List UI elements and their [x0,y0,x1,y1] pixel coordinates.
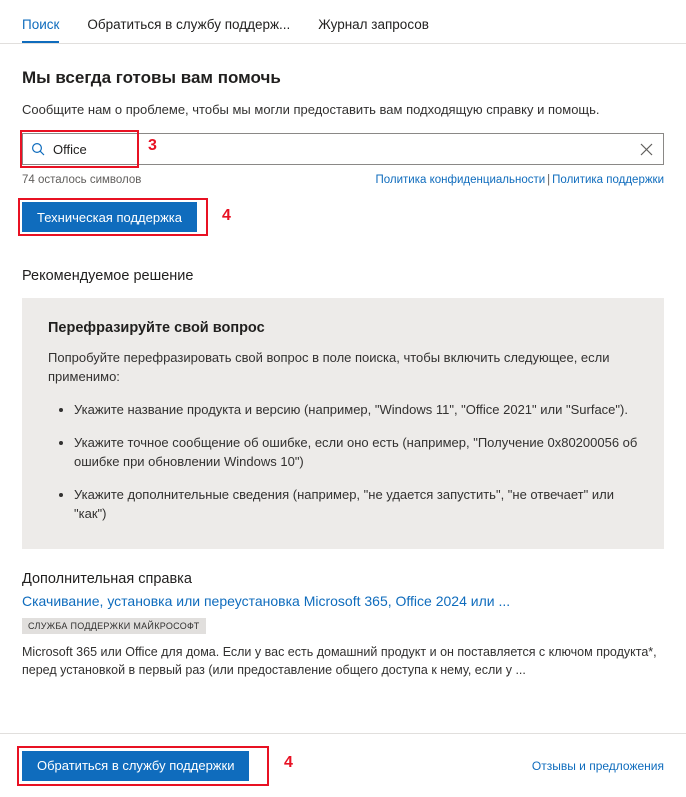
policy-links [376,174,665,186]
recommended-card-text: Попробуйте перефразировать свой вопрос в поле поиска, чтобы включить следующее, если применимо: [48,350,610,384]
annotation-label-3: 3 [148,137,157,154]
recommended-bullet-list [48,400,638,523]
list-item: • Укажите точное сообщение об ошибке, если оно есть (например, "Получение 0x80200056 об ошибке при обновлении Windows 10") [74,433,638,471]
search-meta-row [22,174,664,186]
search-input[interactable] [53,135,629,163]
page-title: Мы всегда готовы вам помочь [22,68,281,87]
additional-help-link[interactable]: Скачивание, установка или переустановка Microsoft 365, Office 2024 или ... [22,593,511,609]
status-badge: СЛУЖБА ПОДДЕРЖКИ МАЙКРОСОФТ [22,618,206,634]
additional-help-title: Дополнительная справка [22,571,192,587]
annotation-label-4-top: 4 [222,207,231,224]
feedback-link[interactable]: Отзывы и предложения [531,758,664,773]
tab-contact-support[interactable] [87,17,290,43]
tab-search[interactable] [22,17,59,43]
page-subtitle: Сообщите нам о проблеме, чтобы мы могли предоставить вам подходящую справку и помощь. [22,102,600,117]
search-icon [23,142,53,156]
contact-support-button[interactable]: Обратиться в службу поддержки [22,751,249,781]
annotation-label-4-bottom: 4 [284,753,293,771]
recommended-card-title: Перефразируйте свой вопрос [48,320,265,336]
tech-support-row [22,202,664,240]
footer-bar [0,733,686,797]
privacy-policy-link[interactable]: Политика конфиденциальности [375,174,546,186]
list-item: • Укажите дополнительные сведения (например, "не удается запустить", "не отвечает" или "как") [74,485,638,523]
recommended-card [22,298,664,549]
tab-request-history-label: Журнал запросов [318,17,429,32]
additional-help-description: Microsoft 365 или Office для дома. Если у вас есть домашний продукт и он поставляется с ключом продукта*, перед установкой в первый раз (или предоставление общего доступа к нему, если у ... [22,645,657,677]
tech-support-button[interactable]: Техническая поддержка [22,202,197,232]
search-box[interactable] [22,133,664,165]
link-separator: | [547,174,551,186]
tab-contact-support-label: Обратиться в службу поддерж... [87,17,291,32]
close-icon[interactable] [629,143,663,156]
footer-left [22,751,293,781]
list-item: • Укажите название продукта и версию (например, "Windows 11", "Office 2021" или "Surface"). [74,400,638,419]
search-row [22,133,664,167]
tab-request-history[interactable] [318,17,429,43]
recommended-section-title: Рекомендуемое решение [22,268,194,284]
main-content [0,68,686,679]
support-policy-link[interactable]: Политика поддержки [552,174,664,186]
tab-search-label: Поиск [22,17,60,32]
tab-strip [0,0,686,44]
chars-remaining: 74 осталось символов [22,174,142,186]
